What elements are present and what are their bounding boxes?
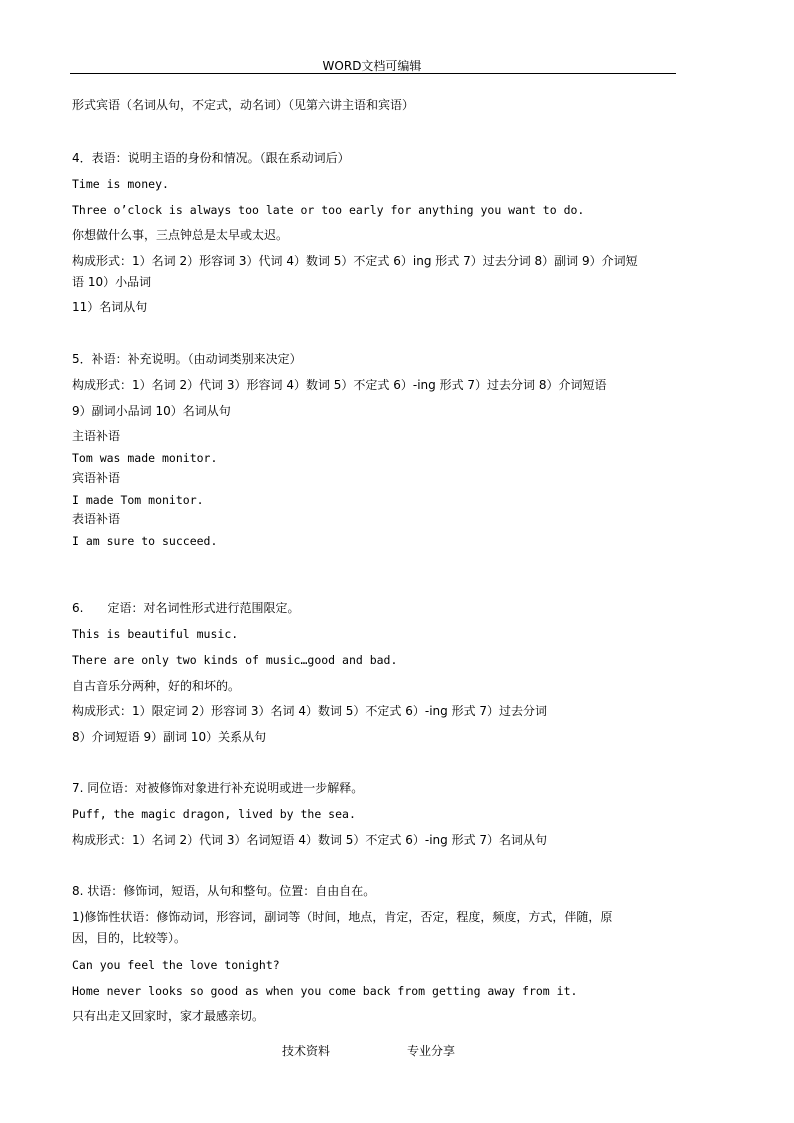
text-line: 表语补语: [72, 512, 121, 526]
example-sentence: I am sure to succeed.: [72, 534, 218, 548]
section-heading: 4．表语：说明主语的身份和情况。（跟在系动词后）: [72, 151, 350, 165]
text-line: 1)修饰性状语：修饰动词，形容词，副词等（时间，地点，肯定，否定，程度，频度，方式，伴随，原: [72, 910, 613, 924]
translation-line: 自古音乐分两种，好的和坏的。: [72, 679, 241, 693]
text-line: 主语补语: [72, 429, 121, 443]
text-line: 形式宾语（名词从句，不定式，动名词）（见第六讲主语和宾语）: [72, 98, 415, 112]
example-sentence: This is beautiful music.: [72, 627, 239, 641]
page-header: WORD文档可编辑: [322, 59, 422, 73]
example-sentence: Tom was made monitor.: [72, 451, 218, 465]
translation-line: 只有出走又回家时，家才最感亲切。: [72, 1009, 265, 1023]
example-sentence: Home never looks so good as when you come back from getting away from it.: [72, 984, 578, 998]
example-sentence: I made Tom monitor.: [72, 493, 204, 507]
example-sentence: Can you feel the love tonight?: [72, 958, 280, 972]
section-heading: 7. 同位语：对被修饰对象进行补充说明或进一步解释。: [72, 781, 364, 795]
text-line: 构成形式：1）限定词 2）形容词 3）名词 4）数词 5）不定式 6）-ing 形式 7）过去分词: [72, 704, 548, 718]
text-line: 11）名词从句: [72, 300, 148, 314]
example-sentence: Three o’clock is always too late or too early for anything you want to do.: [72, 203, 585, 217]
section-heading: 8. 状语：修饰词，短语，从句和整句。位置：自由自在。: [72, 884, 376, 898]
example-sentence: There are only two kinds of music…good and bad.: [72, 653, 398, 667]
section-heading: 6. 定语：对名词性形式进行范围限定。: [72, 601, 300, 615]
text-line: 因，目的，比较等）。: [72, 931, 187, 945]
text-line: 构成形式：1）名词 2）形容词 3）代词 4）数词 5）不定式 6）ing 形式 7）过去分词 8）副词 9）介词短: [72, 254, 638, 268]
translation-line: 你想做什么事，三点钟总是太早或太迟。: [72, 228, 289, 242]
text-line: 宾语补语: [72, 471, 121, 485]
example-sentence: Puff, the magic dragon, lived by the sea.: [72, 807, 356, 821]
text-line: 构成形式：1）名词 2）代词 3）形容词 4）数词 5）不定式 6）-ing 形式 7）过去分词 8）介词短语: [72, 378, 607, 392]
text-line: 9）副词小品词 10）名词从句: [72, 404, 231, 418]
section-heading: 5．补语：补充说明。（由动词类别来决定）: [72, 352, 302, 366]
text-line: 8）介词短语 9）副词 10）关系从句: [72, 730, 267, 744]
footer-left-text: 技术资料: [282, 1044, 331, 1058]
footer-right-text: 专业分享: [407, 1044, 456, 1058]
text-line: 构成形式：1）名词 2）代词 3）名词短语 4）数词 5）不定式 6）-ing 形式 7）名词从句: [72, 833, 548, 847]
example-sentence: Time is money.: [72, 177, 169, 191]
text-line: 语 10）小品词: [72, 275, 152, 289]
header-divider: [70, 73, 676, 74]
